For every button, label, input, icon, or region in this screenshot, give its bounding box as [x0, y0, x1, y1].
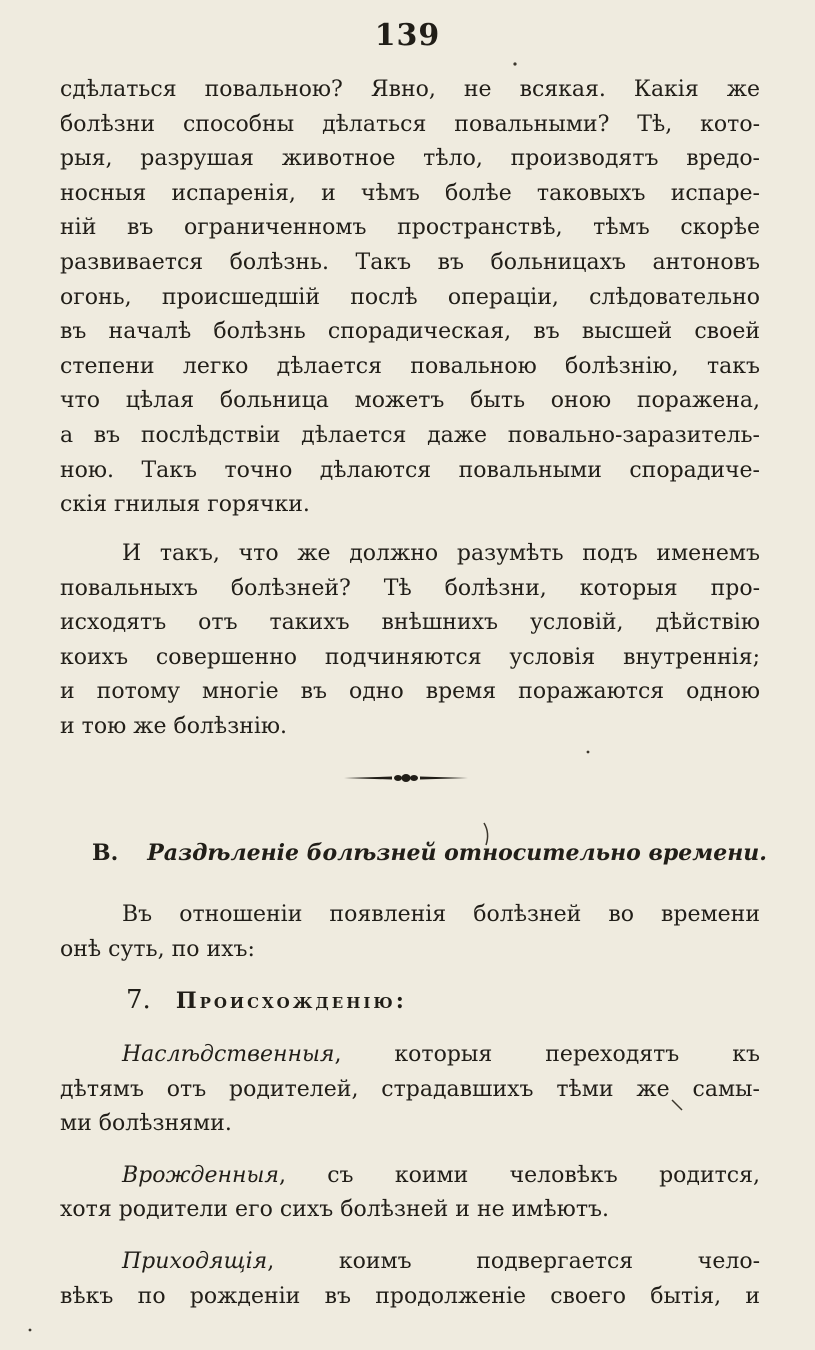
text-line: огонь, происшедшій послѣ операціи, слѣдовательно: [60, 284, 760, 310]
term-hereditary: Наслѣдственныя: [122, 1042, 335, 1067]
definition-text: , съ коими человѣкъ родится,: [278, 1162, 760, 1188]
text-line: и потому многіе въ одно время поражаются одною: [60, 679, 760, 705]
text-line: въ началѣ болѣзнь спорадическая, въ высшей своей: [60, 319, 760, 345]
text-line: и тою же болѣзнію.: [60, 713, 288, 739]
text-line: Въ отношеніи появленія болѣзней во времени: [122, 902, 760, 927]
text-line: дѣтямъ отъ родителей, страдавшихъ тѣми же самы-: [60, 1076, 760, 1102]
page-number: 139: [374, 18, 441, 53]
paragraph-3: [60, 898, 760, 967]
text-line: а въ послѣдствіи дѣлается даже повально-заразитель-: [60, 422, 760, 448]
text-line: онѣ суть, по ихъ:: [60, 936, 255, 962]
definition-text: , которыя переходятъ къ: [334, 1042, 760, 1067]
subsection-heading: [126, 985, 407, 1015]
text-line: что цѣлая больница можетъ быть оною поражена,: [60, 388, 760, 414]
text-line: повальныхъ болѣзней? Тѣ болѣзни, которыя про-: [60, 575, 760, 601]
definition-text: , коимъ подвергается чело-: [267, 1248, 760, 1274]
text-line: носныя испаренія, и чѣмъ болѣе таковыхъ испаре-: [60, 180, 760, 206]
text-line: болѣзни способны дѣлаться повальными? Тѣ, кото-: [60, 111, 760, 137]
subsection-number: 7.: [126, 985, 151, 1015]
section-heading: [92, 840, 772, 866]
text-line: исходятъ отъ такихъ внѣшнихъ условій, дѣйствію: [60, 610, 760, 636]
text-line: развивается болѣзнь. Такъ въ больницахъ антоновъ: [60, 249, 760, 275]
text-line: ній въ ограниченномъ пространствѣ, тѣмъ скорѣе: [60, 215, 760, 241]
section-title: Раздѣленіе болѣзней относительно времени.: [147, 840, 767, 866]
definition-line: [60, 1038, 760, 1073]
text-line: коихъ совершенно подчиняются условія внутреннія;: [60, 644, 760, 670]
term-congenital: Врожденныя: [122, 1162, 279, 1188]
section-divider-ornament: [342, 770, 470, 786]
definition-line: [60, 1159, 760, 1194]
text-line: скія гнилыя горячки.: [60, 492, 310, 518]
text-line: вѣкъ по рожденіи въ продолженіе своего бытія, и: [60, 1283, 760, 1309]
paragraph-1: [60, 73, 760, 523]
text-line: рыя, разрушая животное тѣло, производятъ вредо-: [60, 146, 760, 172]
definitions-list: [60, 1038, 760, 1314]
subsection-title: Происхожденію:: [175, 988, 407, 1014]
term-acquired: Приходящія: [122, 1248, 268, 1274]
text-line: хотя родители его сихъ болѣзней и не имѣютъ.: [60, 1197, 609, 1223]
paragraph-2: [60, 537, 760, 745]
text-line: И такъ, что же должно разумѣть подъ именемъ: [122, 541, 760, 566]
text-line: ною. Такъ точно дѣлаются повальными спорадиче-: [60, 457, 760, 483]
definition-line: [60, 1245, 760, 1280]
text-line: ми болѣзнями.: [60, 1111, 232, 1137]
text-line: сдѣлаться повальною? Явно, не всякая. Какія же: [60, 77, 760, 102]
section-letter: B.: [92, 840, 119, 866]
text-line: степени легко дѣлается повальною болѣзнію, такъ: [60, 353, 760, 379]
